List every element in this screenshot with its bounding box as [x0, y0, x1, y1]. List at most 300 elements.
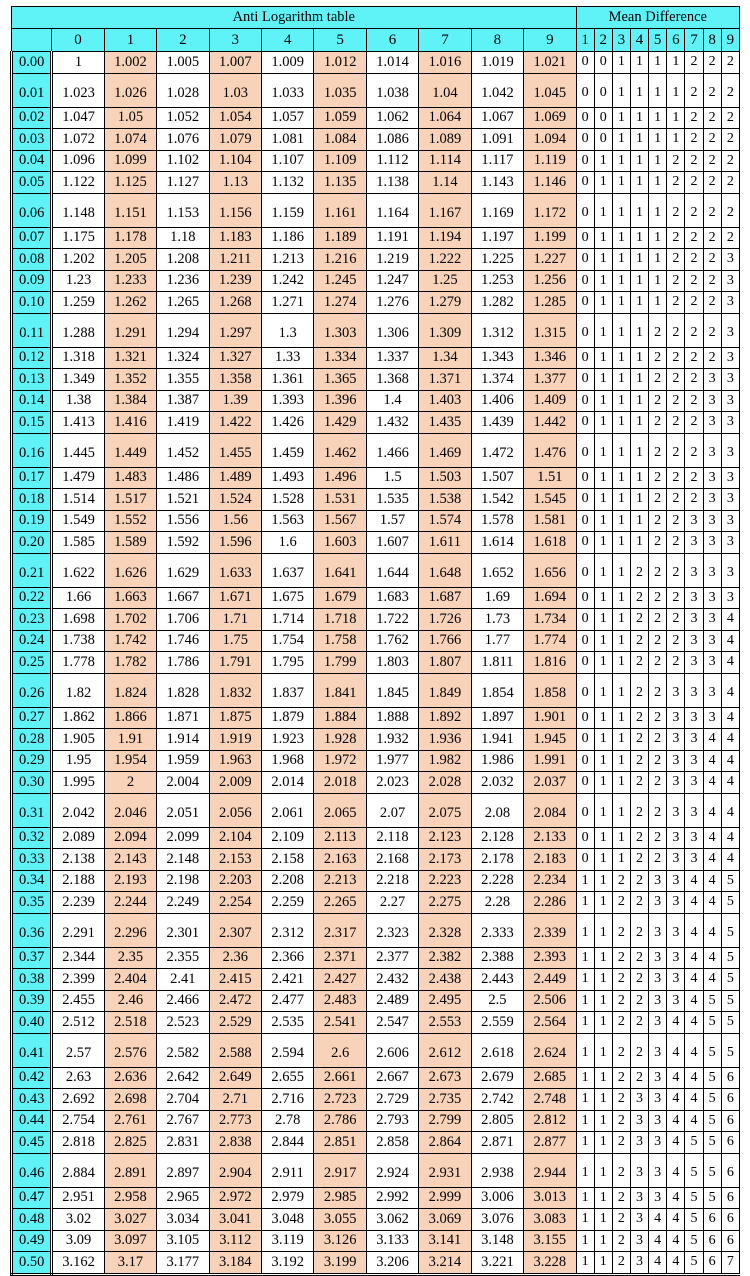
antilog-cell: 1.274: [314, 292, 366, 314]
row-label: 0.12: [12, 347, 52, 369]
antilog-cell: 1.4: [366, 390, 418, 412]
mean-diff-cell: 2: [649, 390, 667, 412]
mean-diff-cell: 4: [685, 990, 703, 1012]
mean-diff-cell: 1: [649, 129, 667, 151]
antilog-cell: 2.133: [524, 827, 576, 849]
mean-diff-cell: 2: [667, 489, 685, 511]
mean-diff-cell: 2: [703, 270, 721, 292]
mean-diff-cell: 1: [630, 532, 648, 554]
mean-diff-cell: 2: [667, 347, 685, 369]
mean-diff-cell: 2: [630, 892, 648, 914]
antilog-cell: 1.315: [524, 313, 576, 347]
antilog-cell: 3.17: [104, 1252, 156, 1275]
antilog-cell: 1.778: [52, 652, 104, 674]
antilog-cell: 2.138: [52, 849, 104, 871]
antilog-cell: 2.606: [366, 1033, 418, 1067]
column-header: 6: [366, 29, 418, 52]
antilog-cell: 1.219: [366, 249, 418, 271]
mean-diff-cell: 1: [649, 107, 667, 129]
antilog-cell: 1.683: [366, 587, 418, 609]
antilog-cell: 1.197: [471, 227, 523, 249]
corner-cell: [12, 29, 52, 52]
mean-diff-cell: 4: [667, 1252, 685, 1275]
table-row: [12, 990, 740, 1012]
mean-diff-cell: 2: [630, 750, 648, 772]
mean-diff-cell: 4: [685, 969, 703, 991]
mean-diff-cell: 0: [576, 772, 594, 794]
mean-diff-cell: 3: [703, 587, 721, 609]
antilog-cell: 2.27: [366, 892, 418, 914]
mean-diff-cell: 4: [685, 892, 703, 914]
mean-diff-header: 7: [685, 29, 703, 52]
mean-diff-cell: 1: [576, 1187, 594, 1209]
antilog-cell: 2.523: [157, 1012, 209, 1034]
antilog-cell: 1.879: [262, 707, 314, 729]
antilog-cell: 1.194: [419, 227, 471, 249]
antilog-cell: 2.178: [471, 849, 523, 871]
antilog-cell: 3.09: [52, 1230, 104, 1252]
antilog-cell: 1.538: [419, 489, 471, 511]
antilog-cell: 1.102: [157, 150, 209, 172]
mean-diff-cell: 3: [685, 827, 703, 849]
mean-diff-cell: 3: [649, 1033, 667, 1067]
antilog-cell: 1.854: [471, 673, 523, 707]
table-row: [12, 150, 740, 172]
mean-diff-cell: 2: [667, 369, 685, 391]
antilog-cell: 2.443: [471, 969, 523, 991]
antilog-cell: 1.406: [471, 390, 523, 412]
antilog-cell: 1.687: [419, 587, 471, 609]
mean-diff-cell: 3: [721, 467, 739, 489]
antilog-cell: 1.466: [366, 433, 418, 467]
antilog-cell: 2.831: [157, 1132, 209, 1154]
mean-diff-cell: 1: [612, 467, 630, 489]
antilog-cell: 2.113: [314, 827, 366, 849]
table-row: [12, 227, 740, 249]
mean-diff-cell: 2: [630, 729, 648, 751]
antilog-cell: 1.062: [366, 107, 418, 129]
antilog-cell: 1.114: [419, 150, 471, 172]
mean-diff-cell: 4: [721, 849, 739, 871]
mean-diff-cell: 3: [685, 673, 703, 707]
mean-diff-cell: 4: [721, 707, 739, 729]
antilog-cell: 1.089: [419, 129, 471, 151]
antilog-cell: 2.844: [262, 1132, 314, 1154]
mean-diff-cell: 1: [594, 510, 612, 532]
antilog-cell: 2.754: [52, 1110, 104, 1132]
mean-diff-cell: 2: [667, 172, 685, 194]
antilog-cell: 2.399: [52, 969, 104, 991]
row-label: 0.44: [12, 1110, 52, 1132]
table-row: [12, 1033, 740, 1067]
mean-diff-cell: 0: [576, 129, 594, 151]
antilog-cell: 1.127: [157, 172, 209, 194]
mean-diff-cell: 2: [667, 249, 685, 271]
antilog-cell: 2.761: [104, 1110, 156, 1132]
antilog-cell: 1.099: [104, 150, 156, 172]
antilog-cell: 1.045: [524, 73, 576, 107]
table-row: [12, 292, 740, 314]
mean-diff-cell: 2: [667, 652, 685, 674]
mean-diff-cell: 1: [576, 892, 594, 914]
mean-diff-cell: 3: [685, 630, 703, 652]
antilog-cell: 1.186: [262, 227, 314, 249]
antilog-cell: 1.945: [524, 729, 576, 751]
mean-diff-cell: 1: [630, 129, 648, 151]
mean-diff-cell: 2: [685, 73, 703, 107]
mean-diff-cell: 0: [576, 390, 594, 412]
mean-diff-cell: 2: [703, 249, 721, 271]
antilog-cell: 1.574: [419, 510, 471, 532]
antilog-cell: 1.503: [419, 467, 471, 489]
mean-diff-cell: 5: [703, 1153, 721, 1187]
antilog-cell: 2.41: [157, 969, 209, 991]
mean-diff-cell: 2: [612, 1153, 630, 1187]
antilog-cell: 2.223: [419, 870, 471, 892]
mean-diff-cell: 3: [685, 609, 703, 631]
antilog-cell: 1.393: [262, 390, 314, 412]
mean-diff-cell: 4: [649, 1209, 667, 1231]
mean-diff-cell: 1: [594, 990, 612, 1012]
antilog-cell: 2.239: [52, 892, 104, 914]
mean-diff-cell: 3: [630, 1252, 648, 1275]
row-label: 0.46: [12, 1153, 52, 1187]
mean-diff-cell: 1: [667, 52, 685, 74]
row-label: 0.45: [12, 1132, 52, 1154]
table-row: [12, 412, 740, 434]
mean-diff-cell: 4: [685, 1012, 703, 1034]
column-header: 8: [471, 29, 523, 52]
antilog-cell: 1.076: [157, 129, 209, 151]
antilog-cell: 1.592: [157, 532, 209, 554]
antilog-cell: 1.585: [52, 532, 104, 554]
mean-diff-cell: 2: [685, 489, 703, 511]
antilog-cell: 2.698: [104, 1089, 156, 1111]
mean-diff-cell: 4: [667, 1033, 685, 1067]
antilog-cell: 2.506: [524, 990, 576, 1012]
antilog-cell: 1.824: [104, 673, 156, 707]
antilog-cell: 1.324: [157, 347, 209, 369]
mean-diff-cell: 1: [630, 52, 648, 74]
antilog-cell: 2.729: [366, 1089, 418, 1111]
antilog-cell: 1.138: [366, 172, 418, 194]
antilog-cell: 2.366: [262, 947, 314, 969]
table-row: [12, 652, 740, 674]
row-label: 0.50: [12, 1252, 52, 1275]
antilog-cell: 1.607: [366, 532, 418, 554]
row-label: 0.37: [12, 947, 52, 969]
antilog-cell: 1.968: [262, 750, 314, 772]
mean-diff-cell: 2: [649, 729, 667, 751]
antilog-cell: 1.795: [262, 652, 314, 674]
antilog-cell: 1.718: [314, 609, 366, 631]
table-row: [12, 630, 740, 652]
antilog-cell: 3.228: [524, 1252, 576, 1275]
antilog-cell: 1.439: [471, 412, 523, 434]
mean-diff-cell: 2: [612, 870, 630, 892]
mean-diff-cell: 2: [685, 172, 703, 194]
antilog-cell: 1.556: [157, 510, 209, 532]
table-row: [12, 1230, 740, 1252]
antilog-cell: 1.374: [471, 369, 523, 391]
mean-diff-cell: 1: [594, 892, 612, 914]
antilog-cell: 1.079: [209, 129, 261, 151]
antilog-cell: 1.064: [419, 107, 471, 129]
antilog-cell: 2.014: [262, 772, 314, 794]
mean-diff-cell: 0: [594, 129, 612, 151]
antilog-cell: 2.858: [366, 1132, 418, 1154]
antilog-cell: 2.28: [471, 892, 523, 914]
mean-diff-cell: 2: [612, 913, 630, 947]
column-header: 2: [157, 29, 209, 52]
table-row: [12, 913, 740, 947]
mean-diff-cell: 1: [612, 772, 630, 794]
mean-diff-cell: 2: [667, 587, 685, 609]
antilog-cell: 2.642: [157, 1067, 209, 1089]
antilog-cell: 2.339: [524, 913, 576, 947]
antilog-cell: 2.547: [366, 1012, 418, 1034]
mean-diff-cell: 1: [576, 913, 594, 947]
antilog-cell: 1.222: [419, 249, 471, 271]
antilog-cell: 1.377: [524, 369, 576, 391]
mean-diff-cell: 3: [667, 827, 685, 849]
antilog-cell: 1.57: [366, 510, 418, 532]
antilog-cell: 3.069: [419, 1209, 471, 1231]
antilog-cell: 1.663: [104, 587, 156, 609]
antilog-cell: 2.57: [52, 1033, 104, 1067]
row-label: 0.23: [12, 609, 52, 631]
mean-diff-cell: 1: [612, 193, 630, 227]
antilog-cell: 1.462: [314, 433, 366, 467]
antilog-cell: 2.051: [157, 793, 209, 827]
row-label: 0.40: [12, 1012, 52, 1034]
mean-diff-header: 6: [667, 29, 685, 52]
antilog-cell: 1.552: [104, 510, 156, 532]
antilog-cell: 1.849: [419, 673, 471, 707]
antilog-cell: 2.065: [314, 793, 366, 827]
mean-diff-cell: 4: [721, 630, 739, 652]
antilog-cell: 3.076: [471, 1209, 523, 1231]
mean-diff-cell: 1: [612, 107, 630, 129]
mean-diff-cell: 2: [630, 969, 648, 991]
antilog-cell: 3.006: [471, 1187, 523, 1209]
table-row: [12, 73, 740, 107]
mean-diff-cell: 1: [612, 849, 630, 871]
mean-diff-cell: 2: [685, 249, 703, 271]
antilog-cell: 1.387: [157, 390, 209, 412]
antilog-cell: 2.63: [52, 1067, 104, 1089]
antilog-cell: 2.931: [419, 1153, 471, 1187]
mean-diff-cell: 2: [721, 73, 739, 107]
antilog-cell: 3.126: [314, 1230, 366, 1252]
antilog-cell: 1.005: [157, 52, 209, 74]
mean-diff-cell: 3: [649, 913, 667, 947]
antilog-cell: 1.094: [524, 129, 576, 151]
mean-diff-cell: 1: [630, 347, 648, 369]
antilog-cell: 1.442: [524, 412, 576, 434]
antilog-cell: 1.117: [471, 150, 523, 172]
antilog-cell: 2.576: [104, 1033, 156, 1067]
antilog-cell: 1: [52, 52, 104, 74]
table-title: Anti Logarithm table: [12, 7, 577, 29]
column-header: 4: [262, 29, 314, 52]
mean-diff-cell: 1: [649, 172, 667, 194]
antilog-cell: 1.384: [104, 390, 156, 412]
mean-diff-cell: 2: [685, 227, 703, 249]
antilog-cell: 1.698: [52, 609, 104, 631]
mean-diff-cell: 5: [721, 947, 739, 969]
antilog-cell: 1.702: [104, 609, 156, 631]
antilog-cell: 1.279: [419, 292, 471, 314]
antilog-cell: 2.636: [104, 1067, 156, 1089]
antilog-cell: 1.253: [471, 270, 523, 292]
table-row: [12, 1132, 740, 1154]
mean-diff-cell: 1: [612, 73, 630, 107]
antilog-cell: 1.905: [52, 729, 104, 751]
antilog-cell: 1.146: [524, 172, 576, 194]
row-label: 0.48: [12, 1209, 52, 1231]
antilog-cell: 1.811: [471, 652, 523, 674]
antilog-cell: 2.799: [419, 1110, 471, 1132]
antilog-cell: 1.614: [471, 532, 523, 554]
row-label: 0.32: [12, 827, 52, 849]
mean-diff-cell: 2: [667, 467, 685, 489]
mean-diff-cell: 4: [703, 913, 721, 947]
mean-diff-cell: 1: [612, 172, 630, 194]
row-label: 0.19: [12, 510, 52, 532]
antilog-cell: 1.758: [314, 630, 366, 652]
antilog-cell: 2.234: [524, 870, 576, 892]
mean-diff-cell: 2: [667, 227, 685, 249]
row-label: 0.18: [12, 489, 52, 511]
antilog-cell: 1.285: [524, 292, 576, 314]
mean-diff-cell: 4: [703, 947, 721, 969]
antilog-table-container: [10, 6, 740, 1276]
mean-diff-cell: 4: [667, 1209, 685, 1231]
antilog-cell: 1.73: [471, 609, 523, 631]
antilog-cell: 2.388: [471, 947, 523, 969]
row-label: 0.05: [12, 172, 52, 194]
row-label: 0.13: [12, 369, 52, 391]
antilog-cell: 1.589: [104, 532, 156, 554]
antilog-cell: 1.067: [471, 107, 523, 129]
antilog-cell: 1.618: [524, 532, 576, 554]
mean-diff-cell: 3: [667, 849, 685, 871]
antilog-cell: 1.069: [524, 107, 576, 129]
mean-diff-cell: 2: [703, 292, 721, 314]
antilog-cell: 1.66: [52, 587, 104, 609]
antilog-cell: 1.028: [157, 73, 209, 107]
antilog-cell: 2.427: [314, 969, 366, 991]
mean-diff-cell: 4: [703, 969, 721, 991]
mean-diff-cell: 2: [667, 292, 685, 314]
mean-diff-cell: 1: [612, 390, 630, 412]
antilog-cell: 2.371: [314, 947, 366, 969]
mean-diff-cell: 2: [721, 129, 739, 151]
antilog-cell: 2.917: [314, 1153, 366, 1187]
mean-diff-cell: 5: [721, 1012, 739, 1034]
table-row: [12, 553, 740, 587]
mean-diff-cell: 1: [612, 313, 630, 347]
mean-diff-cell: 2: [630, 990, 648, 1012]
antilog-cell: 2.6: [314, 1033, 366, 1067]
mean-diff-cell: 3: [721, 270, 739, 292]
row-label: 0.34: [12, 870, 52, 892]
mean-diff-cell: 4: [667, 1153, 685, 1187]
mean-diff-cell: 1: [594, 270, 612, 292]
antilog-cell: 1.521: [157, 489, 209, 511]
mean-diff-cell: 3: [630, 1110, 648, 1132]
table-row: [12, 1209, 740, 1231]
table-row: [12, 489, 740, 511]
antilog-cell: 2.773: [209, 1110, 261, 1132]
row-label: 0.35: [12, 892, 52, 914]
mean-diff-cell: 2: [685, 347, 703, 369]
antilog-cell: 2.056: [209, 793, 261, 827]
mean-diff-cell: 1: [594, 707, 612, 729]
antilog-cell: 1.167: [419, 193, 471, 227]
mean-diff-cell: 5: [703, 1110, 721, 1132]
antilog-cell: 2.244: [104, 892, 156, 914]
row-label: 0.24: [12, 630, 52, 652]
mean-diff-cell: 1: [612, 52, 630, 74]
mean-diff-cell: 1: [612, 673, 630, 707]
mean-diff-cell: 5: [685, 1252, 703, 1275]
antilog-cell: 2.183: [524, 849, 576, 871]
mean-diff-cell: 3: [721, 313, 739, 347]
antilog-cell: 1.803: [366, 652, 418, 674]
antilog-cell: 1.455: [209, 433, 261, 467]
antilog-cell: 1.919: [209, 729, 261, 751]
mean-diff-cell: 2: [612, 969, 630, 991]
mean-diff-cell: 3: [667, 793, 685, 827]
antilog-cell: 2.208: [262, 870, 314, 892]
mean-diff-cell: 3: [649, 892, 667, 914]
antilog-cell: 2.673: [419, 1067, 471, 1089]
antilog-cell: 2.275: [419, 892, 471, 914]
antilog-cell: 1.754: [262, 630, 314, 652]
antilog-cell: 2.812: [524, 1110, 576, 1132]
antilog-cell: 1.34: [419, 347, 471, 369]
antilog-cell: 1.875: [209, 707, 261, 729]
mean-diff-cell: 2: [630, 587, 648, 609]
antilog-cell: 1.122: [52, 172, 104, 194]
mean-diff-header: 2: [594, 29, 612, 52]
mean-diff-cell: 0: [576, 750, 594, 772]
antilog-cell: 3.119: [262, 1230, 314, 1252]
mean-diff-cell: 4: [685, 1067, 703, 1089]
mean-diff-cell: 1: [612, 510, 630, 532]
antilog-cell: 1.932: [366, 729, 418, 751]
antilog-cell: 2.35: [104, 947, 156, 969]
antilog-cell: 2.032: [471, 772, 523, 794]
mean-diff-cell: 1: [667, 129, 685, 151]
mean-diff-cell: 5: [685, 1230, 703, 1252]
mean-diff-cell: 3: [630, 1089, 648, 1111]
antilog-cell: 1.578: [471, 510, 523, 532]
antilog-cell: 1.496: [314, 467, 366, 489]
mean-diff-cell: 2: [612, 1230, 630, 1252]
mean-diff-cell: 1: [576, 1230, 594, 1252]
mean-diff-cell: 2: [685, 412, 703, 434]
mean-diff-cell: 1: [594, 172, 612, 194]
antilog-cell: 1.349: [52, 369, 104, 391]
table-row: [12, 772, 740, 794]
antilog-cell: 2.432: [366, 969, 418, 991]
antilog-cell: 1.365: [314, 369, 366, 391]
antilog-cell: 1.161: [314, 193, 366, 227]
mean-diff-cell: 3: [667, 729, 685, 751]
